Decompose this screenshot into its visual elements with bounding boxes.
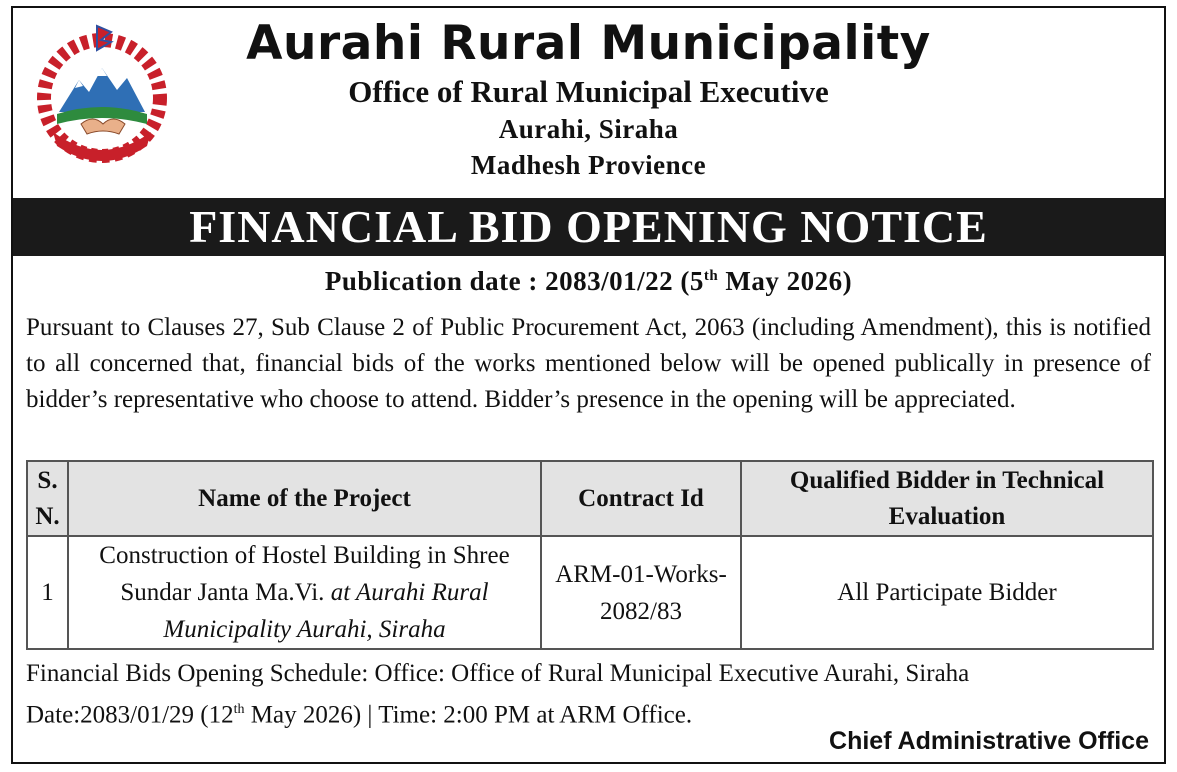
cell-project-regular: Construction of Hostel Building in Shree Sundar Janta Ma.Vi. bbox=[99, 542, 510, 606]
opening-schedule bbox=[26, 656, 1156, 733]
publication-date-sup: th bbox=[703, 268, 719, 284]
table-row bbox=[27, 536, 1153, 649]
notice-frame bbox=[11, 6, 1166, 764]
office-place: Aurahi, Siraha bbox=[498, 114, 679, 144]
schedule-line-2-prefix: Date:2083/01/29 (12 bbox=[26, 701, 234, 729]
header-contract: Contract Id bbox=[541, 461, 741, 536]
table-header-row bbox=[27, 461, 1153, 536]
municipality-name: Aurahi Rural Municipality bbox=[246, 16, 931, 71]
province-name: Madhesh Provience bbox=[470, 150, 707, 180]
cell-project-italic: at Aurahi Rural Municipality Aurahi, Siraha bbox=[163, 579, 489, 643]
bids-table bbox=[26, 460, 1154, 650]
header-project: Name of the Project bbox=[68, 461, 541, 536]
notice-body: Pursuant to Clauses 27, Sub Clause 2 of Public Procurement Act, 2063 (including Amendment), this is notified to all concerned that, financial bids of the works mentioned below will be opened publically in presence of bidder’s representative who choose to attend. Bidder’s presence in the opening will be appreciated. bbox=[26, 314, 1151, 413]
cell-sn: 1 bbox=[27, 536, 68, 649]
header-bidder: Qualified Bidder in Technical Evaluation bbox=[741, 461, 1153, 536]
notice-title: FINANCIAL BID OPENING NOTICE bbox=[13, 198, 1164, 256]
office-name: Office of Rural Municipal Executive bbox=[348, 74, 829, 109]
cell-project bbox=[68, 536, 541, 649]
schedule-line-1: Financial Bids Opening Schedule: Office: Office of Rural Municipal Executive Aurahi, Siraha bbox=[26, 660, 970, 687]
cell-contract: ARM-01-Works-2082/83 bbox=[541, 536, 741, 649]
header-sn: S. N. bbox=[27, 461, 68, 536]
schedule-line-2-suffix: May 2026) | Time: 2:00 PM at ARM Office. bbox=[244, 701, 693, 729]
schedule-line-2-sup: th bbox=[233, 702, 245, 717]
publication-date-prefix: Publication date : 2083/01/22 (5 bbox=[324, 266, 704, 296]
cell-bidder: All Participate Bidder bbox=[741, 536, 1153, 649]
publication-date-suffix: May 2026) bbox=[718, 266, 853, 296]
signature: Chief Administrative Office bbox=[829, 727, 1149, 755]
publication-date bbox=[13, 266, 1164, 297]
